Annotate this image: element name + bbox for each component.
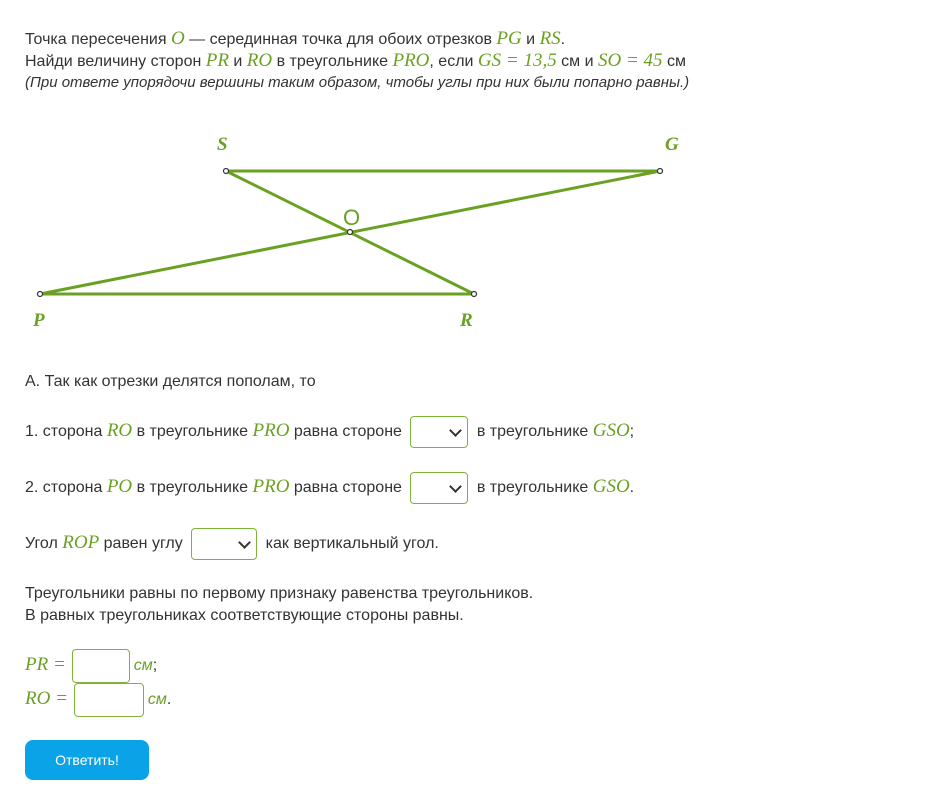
point-G xyxy=(658,169,663,174)
math-RO: RO xyxy=(106,420,133,441)
math-PO: PO xyxy=(106,476,133,497)
text: равна стороне xyxy=(289,479,407,496)
text: в треугольнике xyxy=(476,423,593,440)
section-a-intro: А. Так как отрезки делятся пополам, то xyxy=(25,373,316,390)
chevron-down-icon xyxy=(238,536,251,549)
text: Точка пересечения xyxy=(25,31,171,48)
math-RS: RS xyxy=(539,28,561,49)
math-GS-value: GS = 13,5 xyxy=(477,50,557,71)
text: . xyxy=(629,479,635,496)
angle-select[interactable] xyxy=(191,528,257,560)
angle-statement xyxy=(25,526,439,561)
math-PRO: PRO xyxy=(392,50,430,71)
math-RO-label: RO = xyxy=(25,688,68,709)
text: в треугольнике xyxy=(132,423,253,440)
text: . xyxy=(166,691,172,708)
text: и xyxy=(228,53,247,70)
submit-button[interactable]: Ответить! xyxy=(25,740,149,780)
text: см и xyxy=(556,53,598,70)
RO-answer-input[interactable] xyxy=(74,683,144,717)
math-PR-label: PR = xyxy=(25,654,66,675)
label-G: G xyxy=(665,134,679,155)
text: равен углу xyxy=(99,535,188,552)
conclusion-line2: В равных треугольниках соответствующие стороны равны. xyxy=(25,607,464,624)
math-PR: PR xyxy=(205,50,229,71)
math-PRO: PRO xyxy=(252,476,290,497)
side-select-2[interactable] xyxy=(410,472,468,504)
label-O: O xyxy=(343,205,361,230)
text: Угол xyxy=(25,535,63,552)
label-S: S xyxy=(217,134,228,155)
text: равна стороне xyxy=(289,423,407,440)
text: 1. сторона xyxy=(25,423,107,440)
answer-row-PR xyxy=(25,648,157,683)
label-R: R xyxy=(460,310,473,331)
math-SO-value: SO = 45 xyxy=(598,50,663,71)
answer-row-RO xyxy=(25,682,171,717)
text: в треугольнике xyxy=(132,479,253,496)
text: . xyxy=(560,31,566,48)
text: в треугольнике xyxy=(476,479,593,496)
text: ; xyxy=(629,423,635,440)
statement-item-2 xyxy=(25,470,634,505)
text: , если xyxy=(429,53,478,70)
unit-label: см xyxy=(133,657,153,674)
text: как вертикальный угол. xyxy=(265,535,439,552)
point-S xyxy=(224,169,229,174)
text: Найди величину сторон xyxy=(25,53,206,70)
chevron-down-icon xyxy=(450,480,463,493)
unit-label: см xyxy=(147,691,167,708)
conclusion-line1: Треугольники равны по первому признаку равенства треугольников. xyxy=(25,585,534,602)
math-RO: RO xyxy=(246,50,273,71)
point-R xyxy=(472,292,477,297)
label-P: P xyxy=(33,310,45,331)
statement-item-1 xyxy=(25,414,634,449)
geometry-diagram xyxy=(0,0,929,340)
text: — серединная точка для обоих отрезков xyxy=(184,31,497,48)
math-PG: PG xyxy=(496,28,522,49)
text: и xyxy=(521,31,540,48)
text: в треугольнике xyxy=(272,53,393,70)
side-select-1[interactable] xyxy=(410,416,468,448)
text: см xyxy=(662,53,686,70)
math-PRO: PRO xyxy=(252,420,290,441)
point-O xyxy=(348,230,353,235)
math-GSO: GSO xyxy=(592,476,630,497)
point-P xyxy=(38,292,43,297)
text: 2. сторона xyxy=(25,479,107,496)
chevron-down-icon xyxy=(450,424,463,437)
math-ROP: ROP xyxy=(62,532,100,553)
math-GSO: GSO xyxy=(592,420,630,441)
PR-answer-input[interactable] xyxy=(72,649,130,683)
task-hint: (При ответе упорядочи вершины таким образом, чтобы углы при них были попарно равны.) xyxy=(25,74,690,91)
text: ; xyxy=(152,657,158,674)
math-O: O xyxy=(170,28,185,49)
